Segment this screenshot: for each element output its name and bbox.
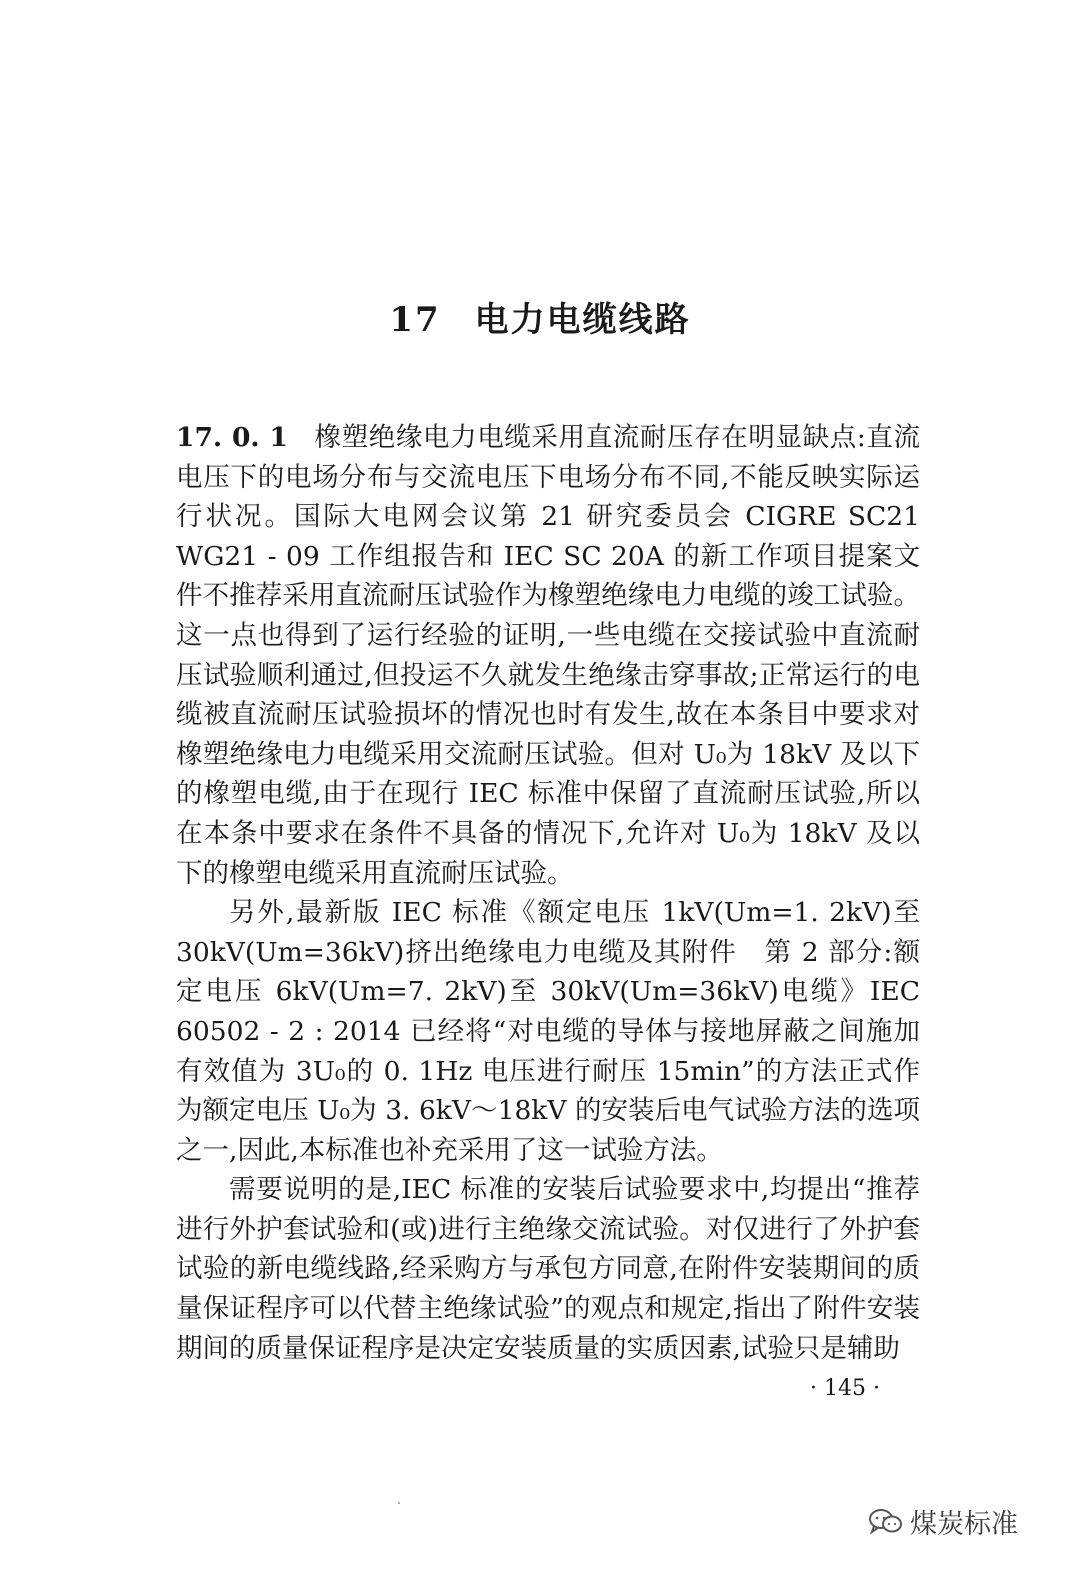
chapter-number: 17	[389, 300, 441, 340]
page-number: · 145 ·	[810, 1376, 880, 1401]
chapter-title-text: 电力电缆线路	[474, 300, 691, 340]
paragraph-1-text: 橡塑绝缘电力电缆采用直流耐压存在明显缺点:直流电压下的电场分布与交流电压下电场分布不同,不能反映实际运行状况。国际大电网会议第 21 研究委员会 CIGRE SC21 WG21 - 09 工作组报告和 IEC SC 20A 的新工作项目提案文件不推荐采用直流耐压试验作为橡塑绝缘电力电缆的竣工试验。这一点也得到了运行经验的证明,一些电缆在交接试验中直流耐压试验顺利通过,但投运不久就发生绝缘击穿事故;正常运行的电缆被直流耐压试验损坏的情况也时有发生,故在本条目中要求对橡塑绝缘电力电缆采用交流耐压试验。但对 U₀为 18kV 及以下的橡塑电缆,由于在现行 IEC 标准中保留了直流耐压试验,所以在本条中要求在条件不具备的情况下,允许对 U₀为 18kV 及以下的橡塑电缆采用直流耐压试验。	[176, 422, 920, 889]
paragraph-2: 另外,最新版 IEC 标准《额定电压 1kV(Um=1. 2kV)至 30kV(Um=36kV)挤出绝缘电力电缆及其附件 第 2 部分:额定电压 6kV(Um=7. 2kV)至 30kV(Um=36kV)电缆》IEC 60502 - 2 : 2014 已经将“对电缆的导体与接地屏蔽之间施加有效值为 3U₀的 0. 1Hz 电压进行耐压 15min”的方法正式作为额定电压 U₀为 3. 6kV～18kV 的安装后电气试验方法的选项之一,因此,本标准也补充采用了这一试验方法。	[176, 897, 920, 1166]
chapter-title	[0, 292, 1080, 341]
paragraph-3: 需要说明的是,IEC 标准的安装后试验要求中,均提出“推荐进行外护套试验和(或)进行主绝缘交流试验。对仅进行了外护套试验的新电缆线路,经采购方与承包方同意,在附件安装期间的质量保证程序可以代替主绝缘试验”的观点和规定,指出了附件安装期间的质量保证程序是决定安装质量的实质因素,试验只是辅助	[176, 1174, 920, 1364]
paragraph-1	[176, 418, 920, 893]
chat-bubbles-icon	[868, 1507, 904, 1537]
scan-dot	[398, 1502, 400, 1504]
watermark	[868, 1502, 1018, 1541]
watermark-text: 煤炭标准	[910, 1509, 1018, 1540]
clause-number: 17. 0. 1	[176, 422, 288, 453]
body-text	[176, 418, 920, 1368]
